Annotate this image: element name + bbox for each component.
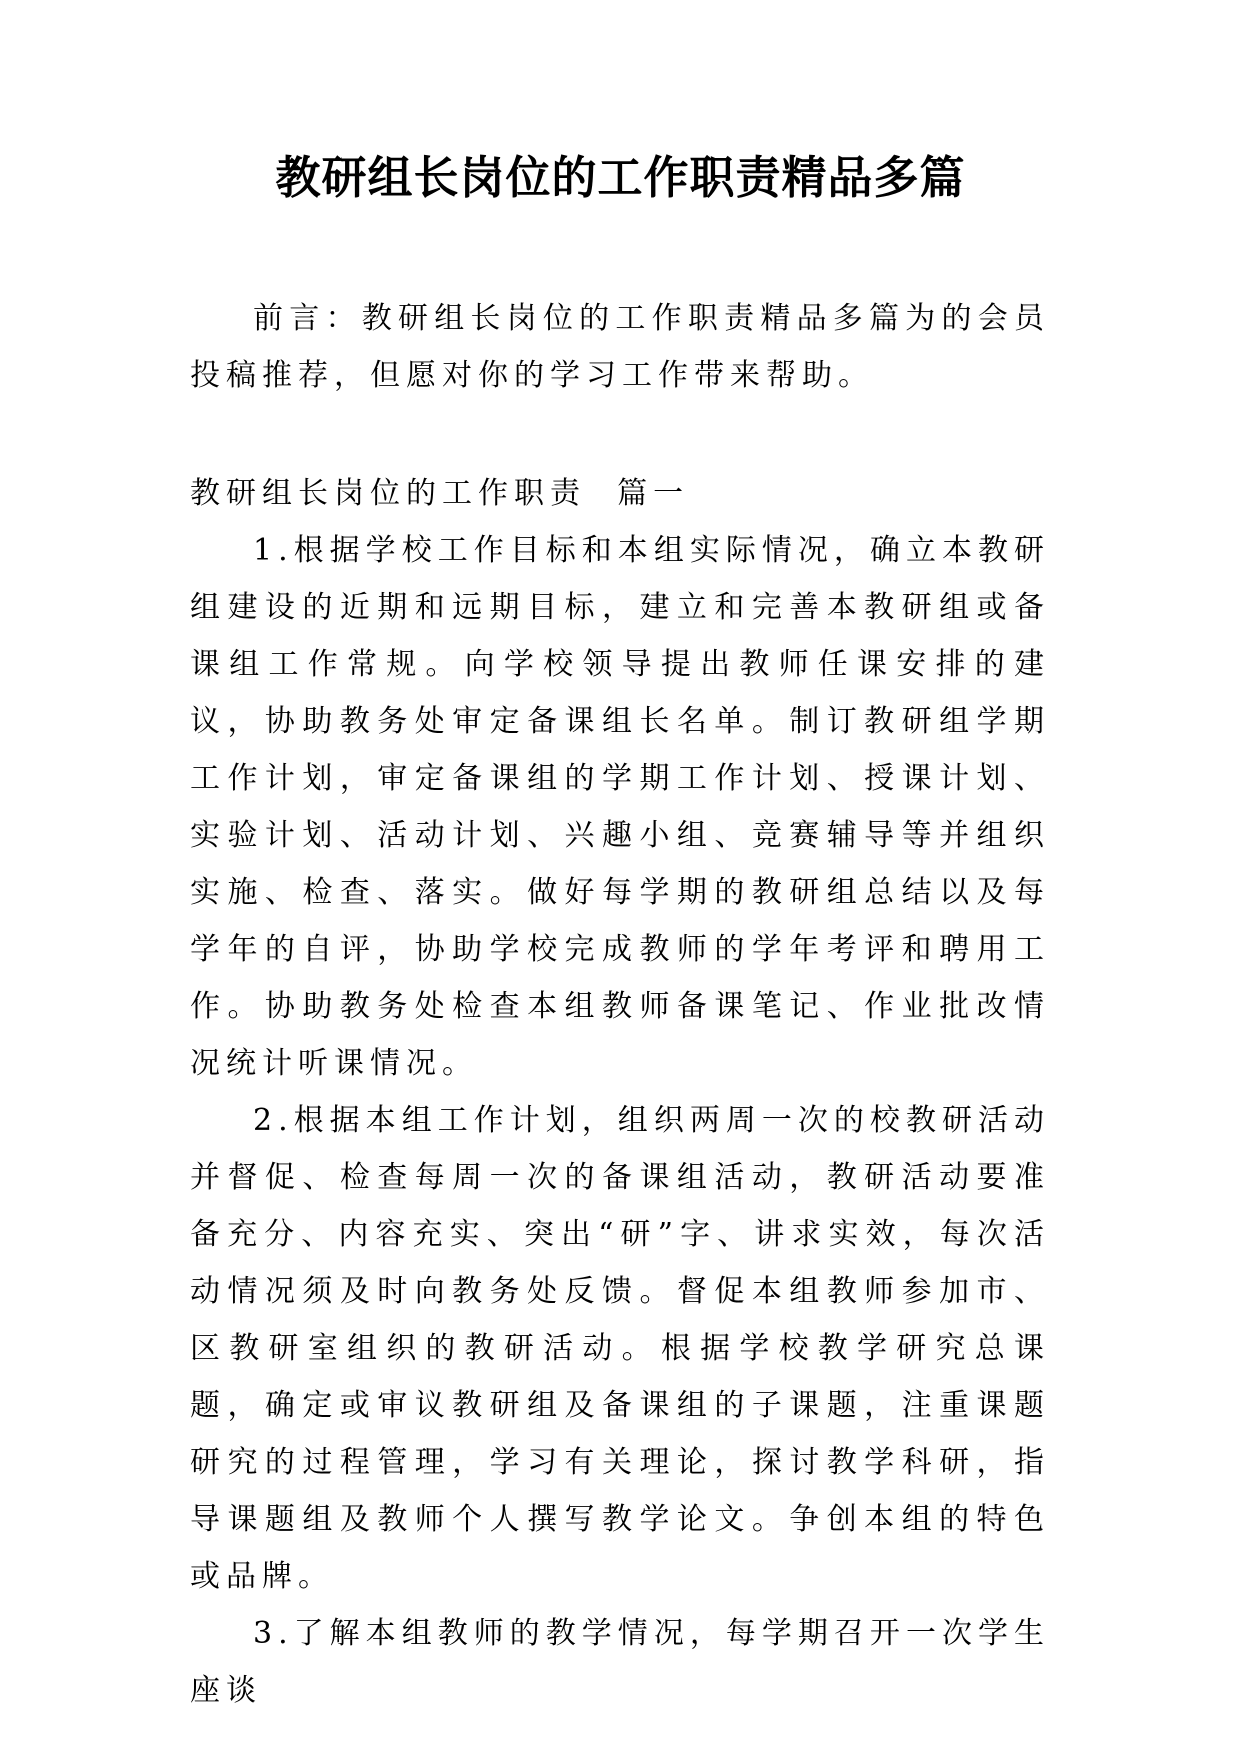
preface-block	[190, 290, 1050, 404]
section-one	[190, 465, 1050, 1719]
paragraph-2: 2.根据本组工作计划，组织两周一次的校教研活动并督促、检查每周一次的备课组活动，教研活动要准备充分、内容充实、突出“研”字、讲求实效，每次活动情况须及时向教务处反馈。督促本组教师参加市、区教研室组织的教研活动。根据学校教学研究总课题，确定或审议教研组及备课组的子课题，注重课题研究的过程管理，学习有关理论，探讨教学科研，指导课题组及教师个人撰写教学论文。争创本组的特色或品牌。	[190, 1103, 1050, 1594]
document-title: 教研组长岗位的工作职责精品多篇	[275, 151, 966, 204]
paragraph-1: 1.根据学校工作目标和本组实际情况，确立本教研组建设的近期和远期目标，建立和完善本教研组或备课组工作常规。向学校领导提出教师任课安排的建议，协助教务处审定备课组长名单。制订教研组学期工作计划，审定备课组的学期工作计划、授课计划、实验计划、活动计划、兴趣小组、竞赛辅导等并组织实施、检查、落实。做好每学期的教研组总结以及每学年的自评，协助学校完成教师的学年考评和聘用工作。协助教务处检查本组教师备课笔记、作业批改情况统计听课情况。	[190, 533, 1050, 1081]
paragraph-3: 3.了解本组教师的教学情况，每学期召开一次学生座谈	[190, 1616, 1050, 1708]
section-heading: 教研组长岗位的工作职责 篇一	[190, 476, 690, 511]
preface-paragraph: 前言：教研组长岗位的工作职责精品多篇为的会员投稿推荐，但愿对你的学习工作带来帮助。	[190, 301, 1050, 393]
